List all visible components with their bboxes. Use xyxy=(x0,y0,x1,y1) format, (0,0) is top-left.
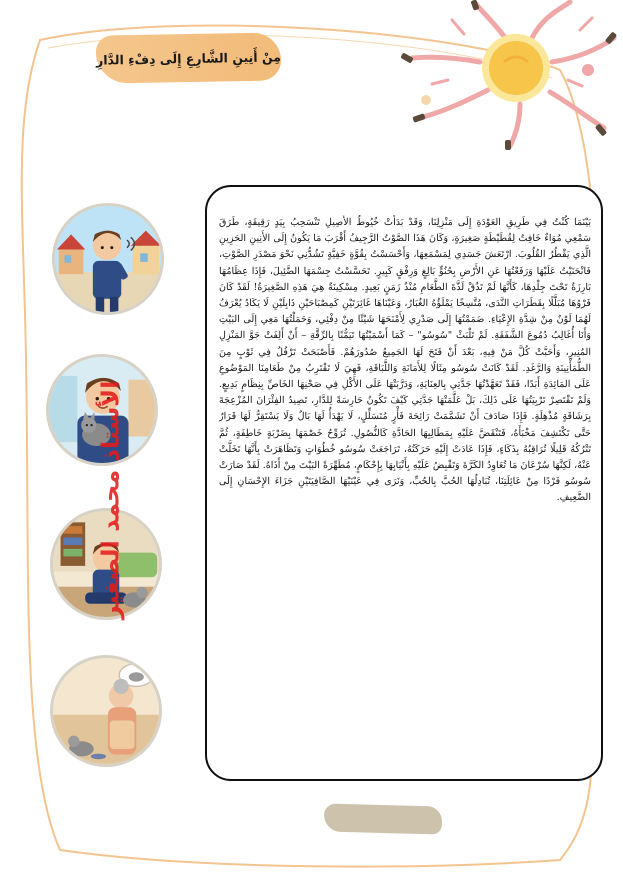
boy-holding-cat-icon xyxy=(49,357,155,463)
grandmother-feeding-cat-icon xyxy=(53,658,159,764)
title-banner xyxy=(96,32,282,83)
illustration-boy-holding-cat xyxy=(46,354,158,466)
illustration-boy-hearing-cat xyxy=(52,203,164,315)
story-content xyxy=(219,215,591,769)
sun-decoration xyxy=(392,0,623,150)
boy-hearing-cat-icon xyxy=(55,206,161,312)
decorative-brush-stroke xyxy=(324,803,443,834)
illustration-grandmother-feeding-cat xyxy=(50,655,162,767)
boy-sitting-with-cat-icon xyxy=(53,511,159,617)
illustration-boy-sitting-with-cat xyxy=(50,508,162,620)
story-box xyxy=(205,185,603,781)
watermark-text: الأستاذ محمد الصغير xyxy=(96,380,124,620)
page-title: مِنْ أَنِينِ الشَّارِعِ إِلَى دِفْءِ الدَّارِ xyxy=(95,48,282,68)
story-paragraph: بَيْنَمَا كُنْتُ فِي طَرِيقِ العَوْدَةِ إِلَى مَنْزِلِنَا، وَقَدْ بَدَأَتْ خُيُوطُ الأَصِيلِ تَنْسَحِبُ بِيَدٍ رَقِيقَةٍ، طَرَقَ سَمْعِي مُوَاءٌ خَافِتٌ لِقُطَيْطَةٍ صَغِيرَةٍ، وَكَانَ هَذَا الصَّوْتُ الرَّجِيفُ أَقْرَبَ مَا يَكُونُ إِلَى الأَنِينِ الحَزِينِ الَّذِي يَقْطُرُ القُلُوبَ. ارْتَعَشَ جَسَدِي لِمَسْمَعِهَا، وَأَحْسَسْتُ بِقُوَّةٍ خَفِيَّةٍ تَشُدُّنِي نَحْوَ مَصْدَرِ الصَّوْتِ، فَانْحَنَيْتُ عَلَيْهَا وَرَفَعْتُهَا عَنِ الأَرْضِ بِحُنُوٍّ بَالِغٍ وَرِفْقٍ كَبِيرٍ. تَحَسَّسْتُ جِسْمَهَا الضَّئِيلَ، فَإِذَا عِظَامُهَا بَارِزَةٌ تَحْتَ جِلْدِهَا، كَأَنَّهَا لَمْ تَذُقْ لَذَّةَ الطَّعَامِ مُنْذُ زَمَنٍ بَعِيدٍ. مِسْكِينَةٌ هِيَ هَذِهِ الصَّغِيرَةُ! لَقَدْ كَانَ فَرْوُهَا مُبَلَّلًا بِقَطَرَاتِ النَّدَى، مُتَّسِخًا يَمْلَؤُهُ الغُبَارُ، وَعَيْنَاهَا غَائِرَتَيْنِ كَمِصْبَاحَيْنِ ذَابِلَيْنِ لَا يَكَادُ يُعْرَفُ لَهُمَا لَوْنٌ مِنْ شِدَّةِ الإِعْيَاءِ. ضَمَمْتُهَا إِلَى صَدْرِي لِأَمْنَحَهَا شَيْئًا مِنْ دِفْئِي، وَحَمَلْتُهَا مَعِي إِلَى البَيْتِ وَأَنَا أُغَالِبُ دُمُوعَ الشَّفَقَةِ. لَمْ تَلْبَثْ "سُوسُو" – كَمَا أَسْمَيْتُهَا تَيَمُّنًا بِالرِّقَّةِ – أَنْ أَلِفَتْ جَوَّ المَنْزِلِ المُنِيرِ، وَأَحَبَّتْ كُلَّ مَنْ فِيهِ، بَعْدَ أَنْ فَتَحَ لَهَا الجَمِيعُ صُدُورَهُمْ. فَأَصْبَحَتْ تَرْفُلُ فِي ثَوْبٍ مِنَ الطُّمَأْنِينَةِ وَالرَّغَدِ. لَقَدْ كَانَتْ سُوسُو مِثَالًا لِلأَمَانَةِ وَاللَّبَاقَةِ، فَهِيَ لَا تَقْتَرِبُ مِنْ طَعَامِنَا المَوْضُوعِ عَلَى المَائِدَةِ أَبَدًا، فَقَدْ تَعَهَّدْتُهَا جَدَّتِي بِالعِنَايَةِ، وَدَرَّبَتْهَا عَلَى الأَكْلِ فِي صَحْنِهَا الخَاصِّ بِنِظَامٍ بَدِيعٍ. وَلَمْ تَقْتَصِرْ تَرْبِيَتُهَا عَلَى ذَلِكَ، بَلْ عَلَّمَتْهَا جَدَّتِي كَيْفَ تَكُونُ حَارِسَةً لِلدَّارِ، تَصِيدُ الفِئْرَانَ المُزْعِجَةَ بِرَشَاقَةٍ مُذْهِلَةٍ. فَإِذَا صَادَفَ أَنْ تَشَمَّمَتْ رَائِحَةَ فَأْرٍ مُتَسَلِّلٍ، لَا يَهْدَأُ لَهَا بَالٌ وَلَا يَسْتَقِرُّ لَهَا قَرَارٌ حَتَّى تَكْتَشِفَ مَخْبَأَهُ، فَتَنْقَضَّ عَلَيْهِ بِمَطَالِبِهَا الحَادَّةِ كَالنُّصُولِ. تُرَوِّحُ خَصْمَهَا بِضَرْبَةٍ خَاطِفَةٍ، ثُمَّ تَتْرُكُهُ قَلِيلًا تُرَاقِبُهُ بِذَكَاءٍ، فَإِذَا عَادَتْ إِلَيْهِ حَرَكَتُهُ، تَرَاجَعَتْ سُوسُو خُطُوَاتٍ وَتَظَاهَرَتْ بِأَنَّهَا تَخَلَّتْ عَنْهُ، لَكِنَّهَا سُرْعَانَ مَا تُعَاوِدُ الكَرَّةَ وَتَقْبِضُ عَلَيْهِ بِأَنْيَابِهَا بِإِحْكَامٍ، مُطَهِّرَةً البَيْتَ مِنْ أَذَاهُ. لَقَدْ صَارَتْ سُوسُو فَرْدًا مِنْ عَائِلَتِنَا، تُبَادِلُهَا الحُبَّ بِالحُبِّ، وَنَرَى فِي عَيْنَيْهَا الصَّافِيَتَيْنِ جَزَاءَ الإِحْسَانِ إِلَى الضَّعِيفِ. xyxy=(219,217,591,504)
